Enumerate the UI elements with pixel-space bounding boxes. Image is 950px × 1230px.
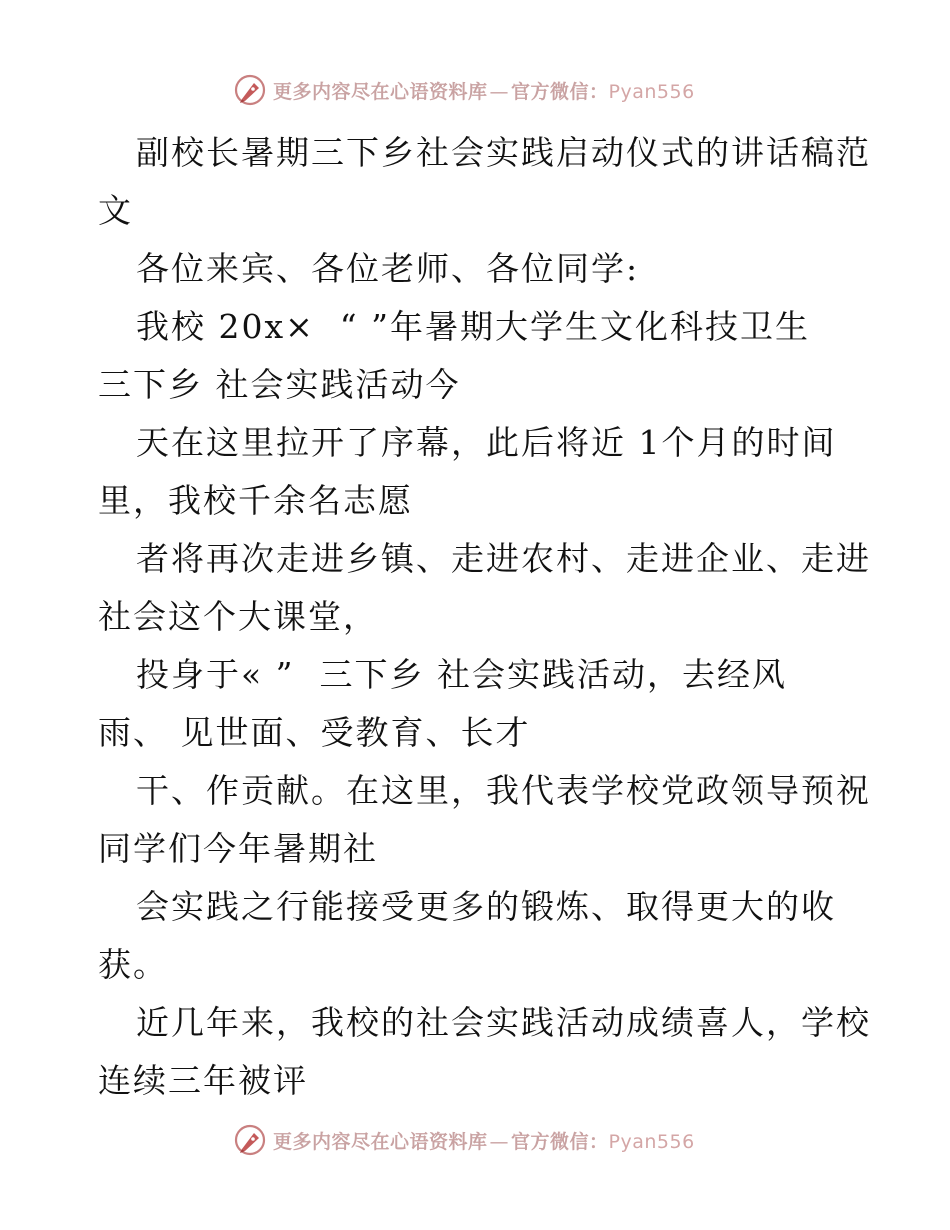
header-watermark-banner: [233, 72, 695, 108]
paragraph-line: 同学们今年暑期社: [98, 829, 378, 868]
paragraph-line: 者将再次走进乡镇、走进农村、走进企业、走进: [136, 539, 871, 578]
paragraph-line: 干、作贡献。在这里，我代表学校党政领导预祝: [136, 771, 871, 810]
footer-watermark-banner: [233, 1122, 695, 1158]
paragraph-line: 三下乡 社会实践活动今: [98, 365, 461, 404]
paragraph-line: 连续三年被评: [98, 1061, 308, 1100]
paragraph-line: 社会这个大课堂，: [98, 597, 378, 636]
paragraph-line: 获。: [98, 945, 168, 984]
watermark-text: [273, 77, 695, 104]
document-title-line-2: 文: [98, 191, 133, 230]
document-title-line-1: 副校长暑期三下乡社会实践启动仪式的讲话稿范: [136, 133, 871, 172]
watermark-contact-id: Pyan556: [608, 80, 695, 103]
watermark-contact-label: 官方微信：: [511, 1130, 609, 1153]
paragraph-line: 会实践之行能接受更多的锻炼、取得更大的收: [136, 887, 836, 926]
watermark-separator: —: [489, 80, 510, 103]
watermark-separator: —: [489, 1130, 510, 1153]
watermark-contact-id: Pyan556: [608, 1130, 695, 1153]
paragraph-line: 雨、 见世面、受教育、长才: [98, 713, 531, 752]
pen-nib-logo-icon: [233, 73, 267, 107]
paragraph-line: 天在这里拉开了序幕，此后将近 1个月的时间: [136, 423, 837, 462]
paragraph-line: 我校 20x× “ ”年暑期大学生文化科技卫生: [136, 307, 810, 346]
document-body: [98, 124, 871, 1110]
watermark-main-text: 更多内容尽在心语资料库: [273, 80, 488, 103]
salutation-line: 各位来宾、各位老师、各位同学:: [136, 249, 640, 288]
paragraph-line: 近几年来，我校的社会实践活动成绩喜人，学校: [136, 1003, 871, 1042]
watermark-contact-label: 官方微信：: [511, 80, 609, 103]
pen-nib-logo-icon: [233, 1123, 267, 1157]
paragraph-line: 里，我校千余名志愿: [98, 481, 413, 520]
paragraph-line: 投身于« ” 三下乡 社会实践活动，去经风: [136, 655, 788, 694]
watermark-main-text: 更多内容尽在心语资料库: [273, 1130, 488, 1153]
watermark-text: [273, 1127, 695, 1154]
